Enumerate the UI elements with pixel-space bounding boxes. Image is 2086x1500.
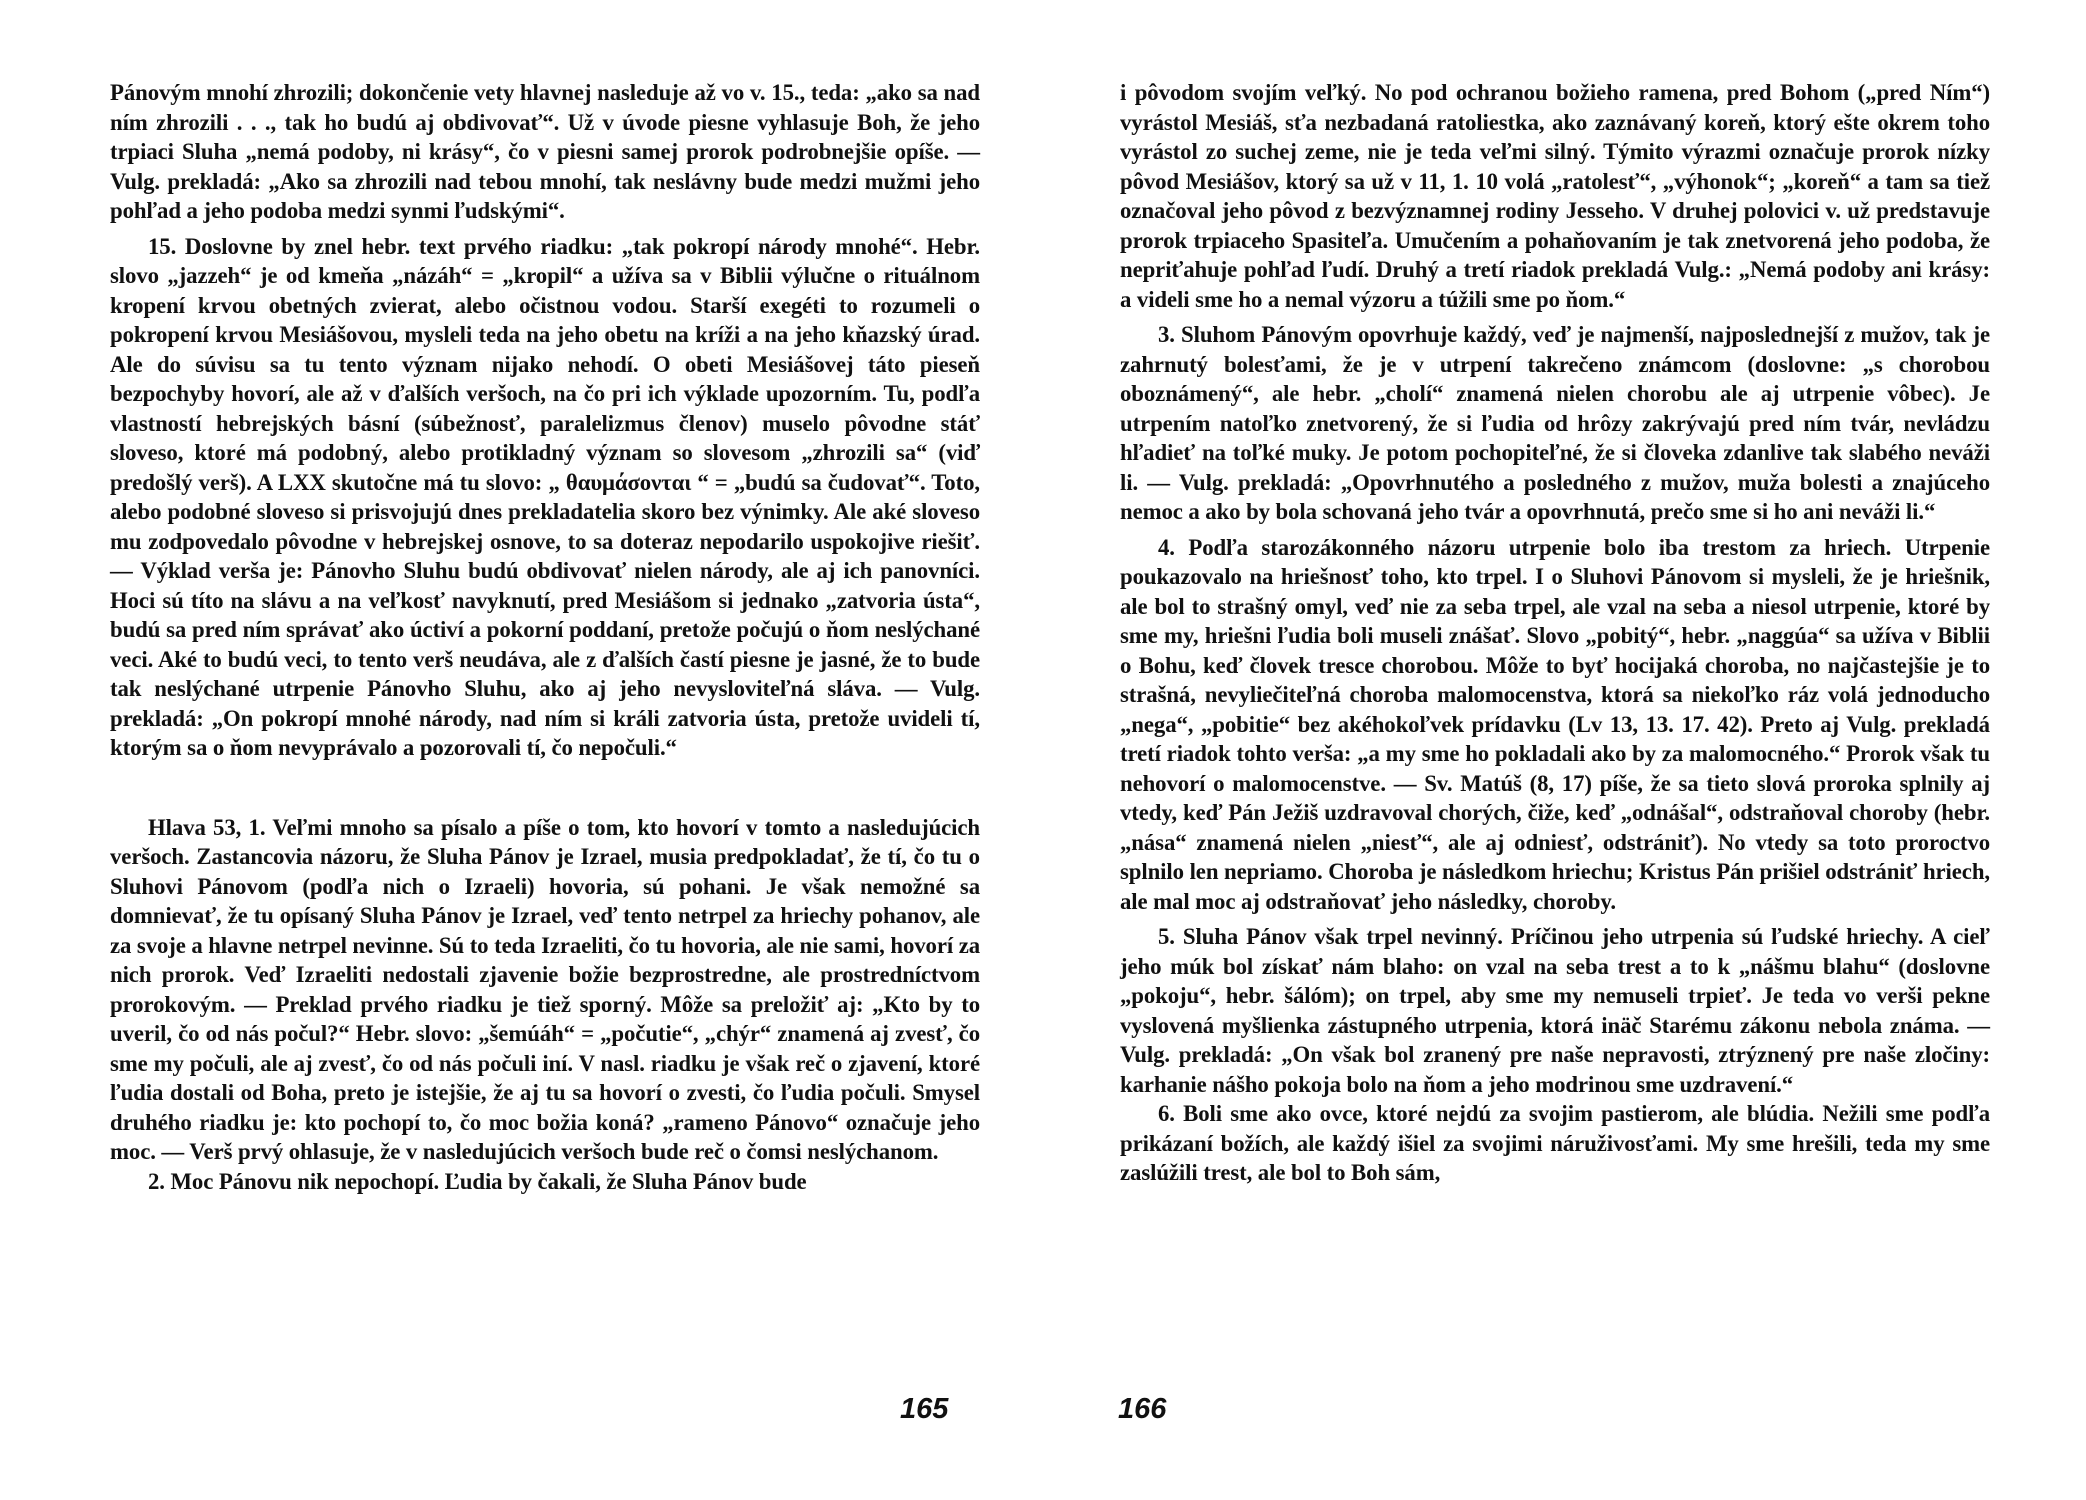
paragraph: 4. Podľa starozákonného názoru utrpenie bolo iba trestom za hriech. Utrpenie poukazovalo na hriešnosť toho, kto trpel. I o Sluhovi Pánovom si mysleli, že je hriešnik, ale bol to strašný omyl, veď nie za seba trpel, ale vzal na seba a niesol utrpenie, ktoré by sme my, hriešni ľudia boli museli znášať. Slovo „pobitý“, hebr. „naggúa“ sa užíva v Biblii o Bohu, keď človek tresce chorobou. Môže to byť hocijaká choroba, no najčastejšie je to strašná, nevyliečiteľná choroba malomocenstva, ktorá sa niekoľko ráz volá jednoducho „nega“, „pobitie“ bez akéhokoľvek prídavku (Lv 13, 13. 17. 42). Preto aj Vulg. prekladá tretí riadok tohto verša: „a my sme ho pokladali ako by za malomocného.“ Prorok však tu nehovorí o malomocenstve. — Sv. Matúš (8, 17) píše, že sa tieto slová proroka splnily aj vtedy, keď Pán Ježiš uzdravoval chorých, čiže, keď „odnášal“, odstraňoval choroby (hebr. „nása“ znamená nielen „niesť“, ale aj odniesť, odstrániť). No vtedy sa toto proroctvo splnilo len nepriamo. Choroba je následkom hriechu; Kristus Pán prišiel odstrániť hriech, ale mal moc aj odstraňovať jeho následky, choroby. bbox=[1120, 534, 1990, 914]
right-page bbox=[1043, 0, 2086, 1500]
left-page-text bbox=[110, 78, 980, 1196]
right-page-text bbox=[1120, 78, 1990, 1188]
paragraph: 15. Doslovne by znel hebr. text prvého riadku: „tak pokropí národy mnohé“. Hebr. slovo „jazzeh“ je od kmeňa „názáh“ = „kropil“ a užíva sa v Biblii výlučne o rituálnom kropení krvou obetných zvierat, alebo očistnou vodou. Starší exegéti to rozumeli o pokropení krvou Mesiášovou, mysleli teda na jeho obetu na kríži a na jeho kňazský úrad. Ale do súvisu sa tu tento význam nijako nehodí. O obeti Mesiášovej táto pieseň bezpochyby hovorí, ale až v ďalších veršoch, na čo pri ich výklade upozorním. Tu, podľa vlastností hebrejských básní (súbežnosť, paralelizmus členov) muselo pôvodne stáť sloveso, ktoré má podobný, alebo protikladný význam so slovesom „zhrozili sa“ (viď predošlý verš). A LXX skutočne má tu slovo: „ θαυμάσονται “ = „budú sa čudovať“. Toto, alebo podobné sloveso si prisvojujú dnes prekladatelia skoro bez výnimky. Ale aké sloveso mu zodpovedalo pôvodne v hebrejskej osnove, to sa doteraz nepodarilo uspokojive riešiť. — Výklad verša je: Pánovho Sluhu budú obdivovať nielen národy, ale aj ich panovníci. Hoci sú títo na slávu a na veľkosť navyknutí, pred Mesiášom si jednako „zatvoria ústa“, budú sa pred ním správať ako úctiví a pokorní poddaní, pretože počujú o ňom neslýchané veci. Aké to budú veci, to tento verš neudáva, ale z ďalších častí piesne je jasné, že to bude tak neslýchané utrpenie Pánovho Sluhu, ako aj jeho nevysloviteľná sláva. — Vulg. prekladá: „On pokropí mnohé národy, nad ním si králi zatvoria ústa, pretože uvideli tí, ktorým sa o ňom nevyprávalo a pozorovali tí, čo nepočuli.“ bbox=[110, 233, 980, 760]
paragraph: 5. Sluha Pánov však trpel nevinný. Príčinou jeho utrpenia sú ľudské hriechy. A cieľ jeho múk bol získať nám blaho: on vzal na seba trest a to k „nášmu blahu“ (doslovne „pokoju“, hebr. šálóm); on trpel, aby sme my nemuseli trpieť. Je teda vo verši pekne vyslovená myšlienka zástupného utrpenia, ktorá inäč Starému zákonu nebola známa. — Vulg. prekladá: „On však bol zranený pre naše nepravosti, ztrýznený pre naše zločiny: karhanie nášho pokoja bolo na ňom a jeho modrinou sme uzdravení.“ bbox=[1120, 924, 1990, 1097]
paragraph: Pánovým mnohí zhrozili; dokončenie vety hlavnej nasleduje až vo v. 15., teda: „ako sa nad ním zhrozili . . ., tak ho budú aj obdivovať“. Už v úvode piesne vyhlasuje Boh, že jeho trpiaci Sluha „nemá podoby, ni krásy“, čo v piesni samej prorok podrobnejšie opíše. — Vulg. prekladá: „Ako sa zhrozili nad tebou mnohí, tak neslávny bude medzi mužmi jeho pohľad a jeho podoba medzi synmi ľudskými“. bbox=[110, 80, 980, 223]
paragraph: i pôvodom svojím veľký. No pod ochranou božieho ramena, pred Bohom („pred Ním“) vyrástol Mesiáš, sťa nezbadaná ratoliestka, ako zaznávaný koreň, ktorý ešte okrem toho vyrástol zo suchej zeme, nie je teda veľmi silný. Týmito výrazmi označuje prorok nízky pôvod Mesiášov, ktorý sa už v 11, 1. 10 volá „ratolesť“, „výhonok“; „koreň“ a tam sa tiež označoval jeho pôvod z bezvýznamnej rodiny Jesseho. V druhej polovici v. už predstavuje prorok trpiaceho Spasiteľa. Umučením a pohaňovaním je tak znetvorená jeho podoba, že nepriťahuje pohľad ľudí. Druhý a tretí riadok prekladá Vulg.: „Nemá podoby ani krásy: a videli sme ho a nemal výzoru a túžili sme po ňom.“ bbox=[1120, 80, 1990, 312]
paragraph: 2. Moc Pánovu nik nepochopí. Ľudia by čakali, že Sluha Pánov bude bbox=[148, 1168, 807, 1194]
page-number: 165 bbox=[900, 1393, 949, 1425]
paragraph: Hlava 53, 1. Veľmi mnoho sa písalo a píše o tom, kto hovorí v tomto a nasledujúcich veršoch. Zastancovia názoru, že Sluha Pánov je Izrael, musia predpokladať, že tí, čo tu o Sluhovi Pánovom (podľa nich o Izraeli) hovoria, sú pohani. Je však nemožné sa domnievať, že tu opísaný Sluha Pánov je Izrael, veď tento netrpel za hriechy pohanov, ale za svoje a hlavne netrpel nevinne. Sú to teda Izraeliti, čo tu hovoria, ale nie sami, hovorí za nich prorok. Veď Izraeliti nedostali zjavenie božie bezprostredne, ale prostredníctvom prorokovým. — Preklad prvého riadku je tiež sporný. Môže sa preložiť aj: „Kto by to uveril, čo od nás počul?“ Hebr. slovo: „šemúáh“ = „počutie“, „chýr“ znamená aj zvesť, čo sme my počuli, ale aj zvesť, čo od nás počuli iní. V nasl. riadku je však reč o zjavení, ktoré ľudia dostali od Boha, preto je istejšie, že aj tu sa hovorí o zvesti, čo ľudia počuli. Smysel druhého riadku je: kto pochopí to, čo moc božia koná? „rameno Pánovo“ označuje jeho moc. — Verš prvý ohlasuje, že v nasledujúcich veršoch bude reč o čomsi neslýchanom. bbox=[110, 814, 981, 1164]
paragraph: 6. Boli sme ako ovce, ktoré nejdú za svojim pastierom, ale blúdia. Nežili sme podľa prikázaní božích, ale každý išiel za svojimi náruživosťami. My sme hrešili, teda my sme zaslúžili trest, ale bol to Boh sám, bbox=[1120, 1101, 1990, 1185]
page-number: 166 bbox=[1118, 1393, 1167, 1425]
paragraph: 3. Sluhom Pánovým opovrhuje každý, veď je najmenší, najposlednejší z mužov, tak je zahrnutý bolesťami, že je v utrpení takrečeno známcom (doslovne: „s chorobou oboznámený“, ale hebr. „cholí“ znamená nielen chorobu ale aj utrpenie vôbec). Je utrpením natoľko znetvorený, že si ľudia od hrôzy zakrývajú pred ním tvár, nevládzu hľadieť na toľké muky. Je potom pochopiteľné, že si človeka zdanlive tak slabého neváži li. — Vulg. prekladá: „Opovrhnutého a posledného z mužov, muža bolesti a znajúceho nemoc a ako by bola schovaná jeho tvár a opovrhnutá, prečo sme si ho ani neváži li.“ bbox=[1120, 322, 1990, 524]
